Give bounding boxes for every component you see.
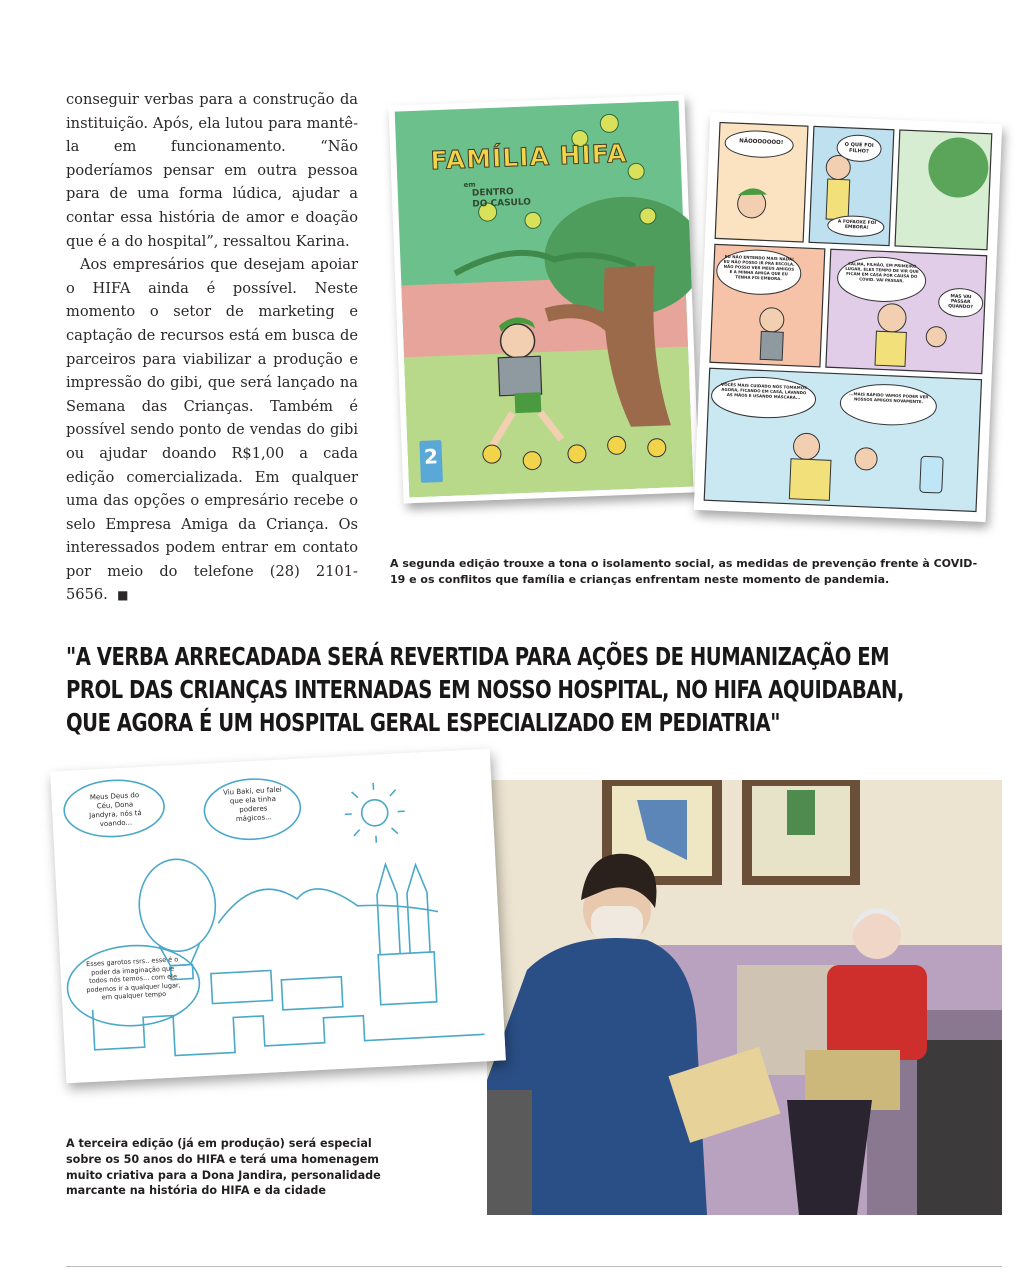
cover-subtitle-small: em — [463, 180, 476, 190]
sketch-balloon-2: Viu Baki, eu falei que ela tinha poderes mágicos... — [222, 785, 282, 824]
body-paragraph-2 — [66, 253, 358, 608]
comic-caption: A segunda edição trouxe a tona o isolamento social, as medidas de prevenção frente à COVID-19 e os conflitos que família e crianças enfrentam neste momento de pandemia. — [390, 557, 978, 586]
cover-subtitle-line-1: DENTRO — [471, 187, 514, 199]
cover-title: FAMÍLIA HIFA — [430, 138, 628, 176]
comic-strip-art — [694, 112, 1002, 522]
pull-quote — [66, 640, 946, 739]
comic-strip-image — [694, 112, 1002, 522]
article-body — [66, 88, 358, 608]
strip-balloon-7: VOCÊS MAIS CUIDADO NÓS TOMAMOS AGORA, FICANDO EM CASA, LAVANDO AS MÃOS E USANDO MÁSCARA... — [721, 381, 808, 401]
strip-balloon-1: NÃOOOOOOO! — [739, 138, 784, 147]
sketch-balloon-1: Meus Deus do Céu, Dona Jandyra, nós tá voando... — [88, 791, 142, 829]
body-paragraph-2-text: Aos empresários que desejam apoiar o HIFA ainda é possível. Neste momento o setor de marketing e captação de recursos está em busca de parceiros para viabilizar a produção e impressão do gibi, que será lançado na Semana das Crianças. Também é possível sendo ponto de vendas do gibi ou ajudar doando R$1,00 a cada edição comercializada. Em qualquer uma das opções o empresário recebe o selo Empresa Amiga da Criança. Os interessados podem entrar em contato por meio do telefone (28) 2101-5656. — [66, 256, 358, 604]
strip-balloon-3: A FOFAOXE FOI EMBORA! — [837, 219, 877, 231]
edition-number-badge: 2 — [423, 444, 439, 469]
cover-subtitle-line-2: DO CASULO — [472, 197, 532, 210]
pull-quote-line-3: QUE AGORA É UM HOSPITAL GERAL ESPECIALIZADO EM PEDIATRIA" — [66, 708, 780, 737]
pull-quote-line-1: "A VERBA ARRECADADA SERÁ REVERTIDA PARA AÇÕES DE HUMANIZAÇÃO EM — [66, 642, 890, 671]
strip-balloon-2: O QUE FOI FILHO? — [844, 141, 874, 155]
strip-balloon-5: CALMA, FILHÃO, EM PRIMEIRO LUGAR, ELES TEMPO DE VIR QUE FICAM EM CASA POR CAUSA DO COVID. VAI PASSAR. — [845, 260, 919, 284]
bottom-divider — [66, 1266, 1002, 1267]
body-paragraph-1: conseguir verbas para a construção da instituição. Após, ela lutou para mantê-la em funcionamento. “Não poderíamos pensar em outra pessoa para de uma forma lúdica, ajudar a contar essa história de amor e doação que é a do hospital”, ressaltou Karina. — [66, 91, 358, 250]
strip-balloon-8: ...MAIS RÁPIDO VAMOS PODER VER NOSSOS AMIGOS NOVAMENTE. — [848, 391, 929, 405]
sketch-balloon-3: Esses garotos rsrs.. esse é o poder da imaginação que todos nós temos... com ele podemos ir a qualquer lugar, em qualquer tempo — [85, 955, 181, 1002]
photo-caption: A terceira edição (já em produção) será especial sobre os 50 anos do HIFA e terá uma homenagem muito criativa para a Dona Jandira, personalidade marcante na história do HIFA e da cidade — [66, 1137, 381, 1198]
strip-balloon-4: EU NÃO ENTENDO MAIS NADA! EU NÃO POSSO IR PRA ESCOLA, NÃO POSSO VER MEUS AMIGOS E A MINHA AMIGA QUE EU TENHA FOI EMBORA. — [723, 253, 795, 282]
photo-art — [487, 780, 1002, 1215]
sketch-third-edition-image — [50, 749, 506, 1084]
photo-karina-and-dona-jandira — [487, 780, 1002, 1215]
pull-quote-line-2: PROL DAS CRIANÇAS INTERNADAS EM NOSSO HOSPITAL, NO HIFA AQUIDABAN, — [66, 675, 904, 704]
comic-cover-image — [388, 94, 699, 503]
strip-balloon-6: MAS VAI PASSAR QUANDO? — [948, 294, 973, 311]
end-mark-icon: ■ — [117, 588, 129, 603]
